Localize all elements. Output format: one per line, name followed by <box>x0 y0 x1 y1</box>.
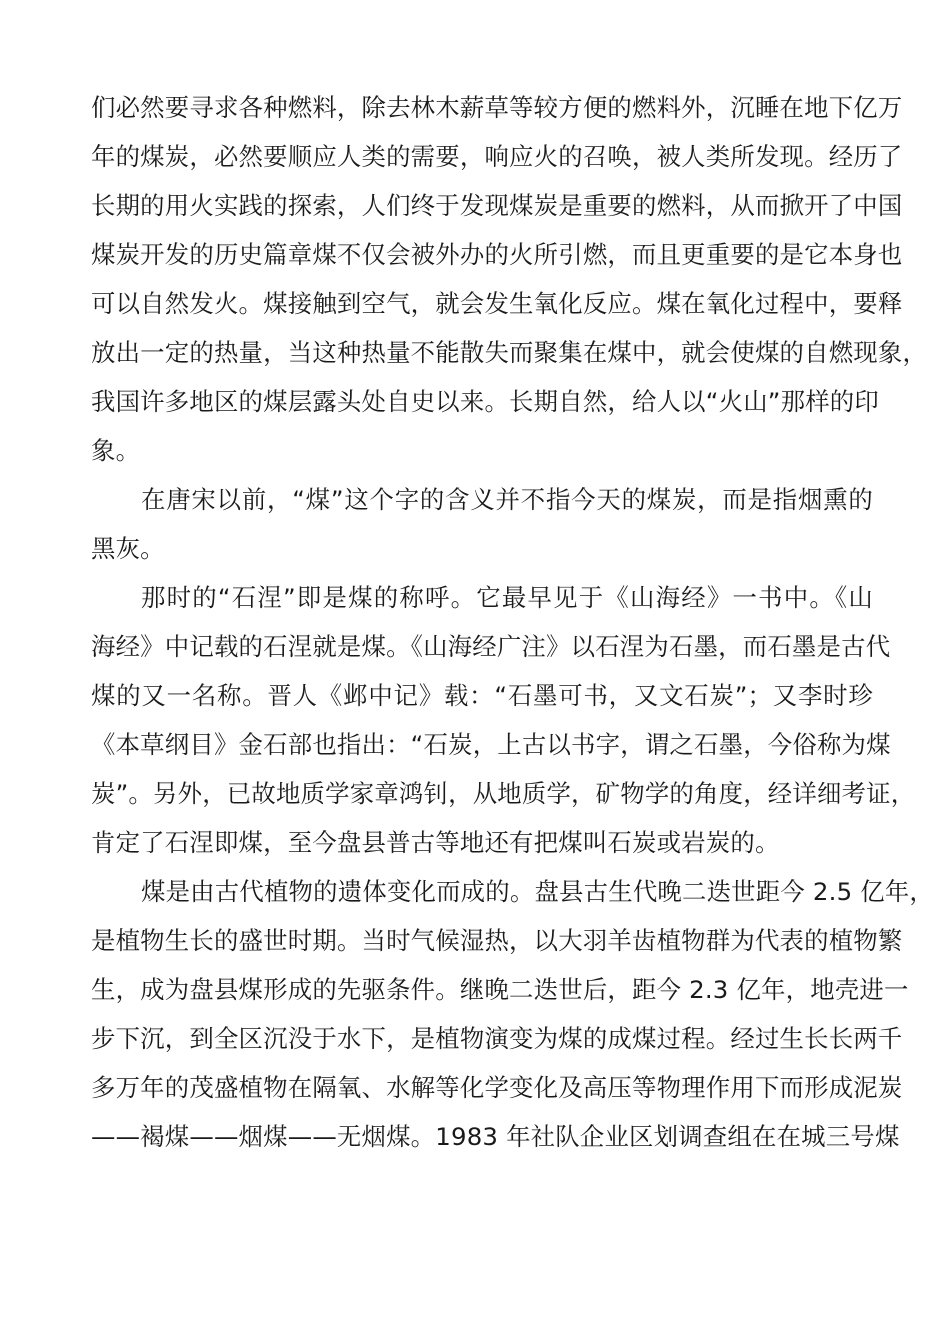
text-line: 我国许多地区的煤层露头处自史以来。长期自然，给人以“火山”那样的印 <box>91 387 879 416</box>
text-line: 煤炭开发的历史篇章煤不仅会被外办的火所引燃，而且更重要的是它本身也 <box>91 240 903 269</box>
text-line: 生，成为盘县煤形成的先驱条件。继晚二迭世后，距今 2.3 亿年，地壳进一 <box>91 975 909 1004</box>
text-line: 黑灰。 <box>91 534 165 563</box>
text-line: 多万年的茂盛植物在隔氧、水解等化学变化及高压等物理作用下而形成泥炭 <box>91 1073 903 1102</box>
text-line: 煤的又一名称。晋人《邺中记》载：“石墨可书，又文石炭”；又李时珍 <box>91 681 873 710</box>
text-line: 步下沉，到全区沉没于水下，是植物演变为煤的成煤过程。经过生长长两千 <box>91 1024 903 1053</box>
text-line: 可以自然发火。煤接触到空气，就会发生氧化反应。煤在氧化过程中，要释 <box>91 289 903 318</box>
text-line: 炭”。另外，已故地质学家章鸿钊，从地质学，矿物学的角度，经详细考证， <box>91 779 916 808</box>
text-line: 海经》中记载的石涅就是煤。《山海经广注》以石涅为石墨，而石墨是古代 <box>91 632 891 661</box>
text-line: 那时的“石涅”即是煤的称呼。它最早见于《山海经》一书中。《山 <box>141 583 873 612</box>
text-line: 是植物生长的盛世时期。当时气候湿热，以大羽羊齿植物群为代表的植物繁 <box>91 926 903 955</box>
text-line: 们必然要寻求各种燃料，除去林木薪草等较方便的燃料外，沉睡在地下亿万 <box>91 93 903 122</box>
text-line: 放出一定的热量，当这种热量不能散失而聚集在煤中，就会使煤的自燃现象， <box>91 338 928 367</box>
text-line: ——褐煤——烟煤——无烟煤。1983 年社队企业区划调查组在在城三号煤 <box>91 1122 900 1151</box>
text-line: 肯定了石涅即煤，至今盘县普古等地还有把煤叫石炭或岩炭的。 <box>91 828 780 857</box>
body-text <box>91 83 935 1161</box>
text-line: 年的煤炭，必然要顺应人类的需要，响应火的召唤，被人类所发现。经历了 <box>91 142 903 171</box>
text-line: 象。 <box>91 436 141 465</box>
text-line: 《本草纲目》金石部也指出：“石炭，上古以书字，谓之石墨，今俗称为煤 <box>91 730 891 759</box>
text-line: 长期的用火实践的探索，人们终于发现煤炭是重要的燃料，从而掀开了中国 <box>91 191 903 220</box>
text-line: 在唐宋以前，“煤”这个字的含义并不指今天的煤炭，而是指烟熏的 <box>141 485 873 514</box>
text-line: 煤是由古代植物的遗体变化而成的。盘县古生代晚二迭世距今 2.5 亿年， <box>141 877 935 906</box>
